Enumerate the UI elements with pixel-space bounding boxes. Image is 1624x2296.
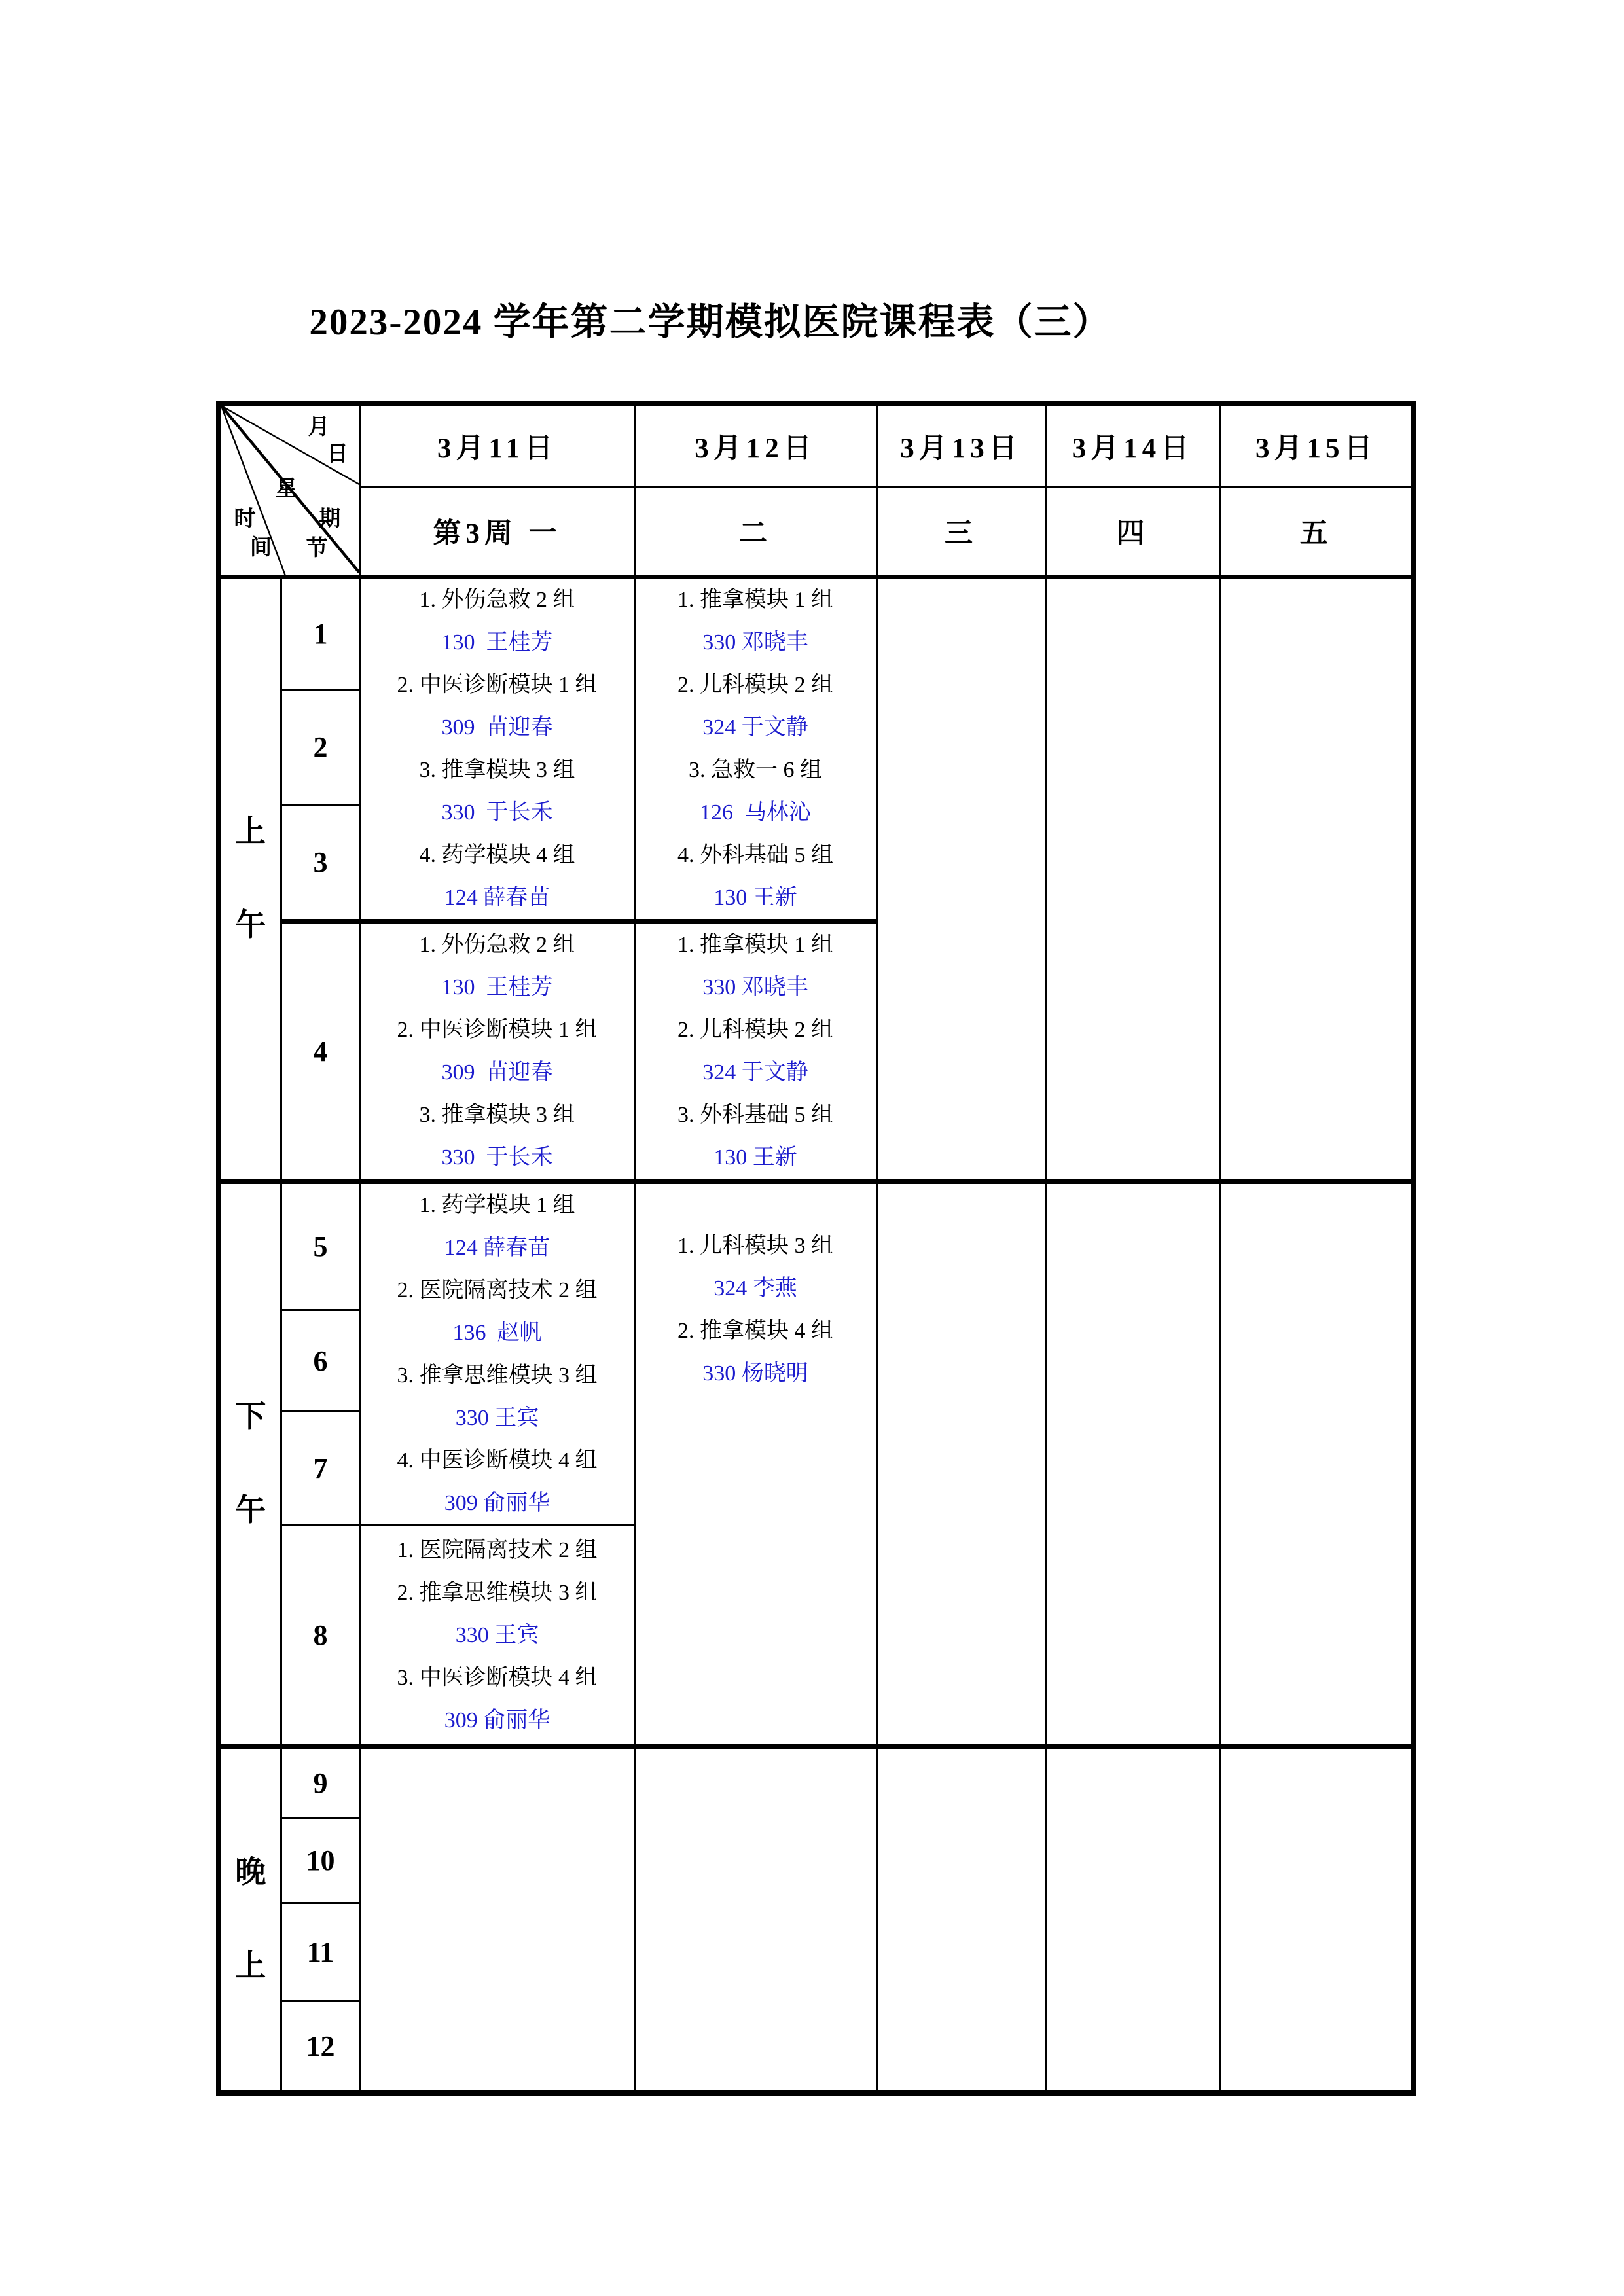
course-name: 4. 中医诊断模块 4 组 [397, 1448, 598, 1473]
cell-mon-period4 [360, 922, 634, 1182]
period-number-8: 8 [281, 1526, 360, 1746]
section-evening-char2: 上 [235, 1948, 266, 1983]
course-name: 2. 儿科模块 2 组 [677, 1018, 834, 1043]
date-header-fri: 3月15日 [1220, 403, 1414, 487]
corner-label-time1: 时 [234, 507, 256, 531]
course-room-teacher: 324 于文静 [702, 715, 808, 740]
corner-label-month: 月 [308, 414, 330, 439]
course-room-teacher: 330 于长禾 [441, 1145, 553, 1170]
section-afternoon-char1: 下 [235, 1399, 266, 1434]
course-name: 1. 医院隔离技术 2 组 [397, 1537, 598, 1562]
course-room-teacher: 324 于文静 [702, 1060, 808, 1085]
section-label-morning [219, 577, 281, 1181]
weekday-header-fri: 五 [1220, 487, 1414, 577]
period-number-1: 1 [281, 577, 360, 690]
corner-label-time2: 间 [249, 535, 272, 560]
course-room-teacher: 330 杨晓明 [702, 1361, 808, 1386]
course-room-teacher: 130 王桂芳 [441, 630, 553, 655]
schedule-table [216, 401, 1416, 2096]
course-room-teacher: 330 于长禾 [441, 800, 553, 825]
course-room-teacher: 330 邓晓丰 [702, 630, 808, 655]
cell-wed-evening [876, 1746, 1045, 2093]
cell-fri-morning [1220, 577, 1414, 1181]
corner-label-period: 节 [306, 536, 328, 561]
course-name: 2. 中医诊断模块 1 组 [397, 1018, 598, 1043]
period-number-7: 7 [281, 1412, 360, 1526]
course-name: 1. 儿科模块 3 组 [677, 1234, 834, 1259]
section-afternoon-char2: 午 [235, 1493, 266, 1528]
cell-fri-evening [1220, 1746, 1414, 2093]
course-room-teacher: 324 李燕 [713, 1276, 797, 1301]
course-name: 3. 推拿模块 3 组 [419, 758, 575, 783]
section-label-afternoon [219, 1181, 281, 1746]
course-room-teacher: 330 王宾 [455, 1623, 539, 1647]
course-name: 2. 推拿思维模块 3 组 [397, 1580, 598, 1605]
course-room-teacher: 124 薛春苗 [444, 1236, 550, 1261]
page-title: 2023-2024 学年第二学期模拟医院课程表（三） [309, 302, 1111, 343]
period-number-10: 10 [281, 1818, 360, 1903]
period-number-3: 3 [281, 805, 360, 922]
course-room-teacher: 126 马林沁 [700, 800, 812, 825]
course-room-teacher: 309 俞丽华 [444, 1491, 550, 1516]
course-name: 3. 推拿思维模块 3 组 [397, 1363, 598, 1388]
course-room-teacher: 330 王宾 [455, 1406, 539, 1431]
course-name: 1. 外伤急救 2 组 [419, 588, 575, 613]
period-number-11: 11 [281, 1903, 360, 2001]
period-number-9: 9 [281, 1746, 360, 1818]
weekday-header-mon: 第3周 一 [360, 487, 634, 577]
section-morning-char1: 上 [235, 814, 266, 849]
period-number-6: 6 [281, 1310, 360, 1412]
course-room-teacher: 309 苗迎春 [441, 1060, 553, 1085]
section-morning-char2: 午 [235, 908, 266, 942]
course-room-teacher: 330 邓晓丰 [702, 975, 808, 1000]
cell-tue-period4 [634, 922, 876, 1182]
course-name: 4. 外科基础 5 组 [677, 843, 834, 868]
section-label-evening [219, 1746, 281, 2093]
course-name: 3. 急救一 6 组 [689, 758, 823, 783]
weekday-header-thu: 四 [1045, 487, 1220, 577]
period-number-2: 2 [281, 690, 360, 804]
corner-label-day: 日 [326, 441, 348, 466]
date-header-thu: 3月14日 [1045, 403, 1220, 487]
course-name: 2. 医院隔离技术 2 组 [397, 1278, 598, 1303]
date-header-mon: 3月11日 [360, 403, 634, 487]
course-room-teacher: 124 薛春苗 [444, 886, 550, 910]
cell-thu-afternoon [1045, 1181, 1220, 1746]
course-name: 1. 推拿模块 1 组 [677, 933, 834, 958]
course-room-teacher: 130 王桂芳 [441, 975, 553, 1000]
cell-mon-periods1-3 [360, 577, 634, 922]
section-evening-char1: 晚 [235, 1855, 266, 1890]
cell-tue-afternoon [634, 1181, 876, 1746]
corner-header-cell [219, 403, 360, 577]
course-room-teacher: 130 王新 [713, 886, 797, 910]
cell-thu-evening [1045, 1746, 1220, 2093]
course-room-teacher: 130 王新 [713, 1145, 797, 1170]
cell-mon-period8 [360, 1526, 634, 1746]
course-name: 1. 药学模块 1 组 [419, 1193, 575, 1218]
period-number-5: 5 [281, 1181, 360, 1310]
course-name: 3. 推拿模块 3 组 [419, 1103, 575, 1128]
course-name: 1. 外伤急救 2 组 [419, 933, 575, 958]
cell-mon-periods5-7 [360, 1181, 634, 1526]
course-name: 1. 推拿模块 1 组 [677, 588, 834, 613]
period-number-12: 12 [281, 2001, 360, 2093]
course-room-teacher: 136 赵帆 [452, 1321, 542, 1346]
course-room-teacher: 309 苗迎春 [441, 715, 553, 740]
date-header-wed: 3月13日 [876, 403, 1045, 487]
diagonal-divider-graphic [221, 406, 359, 575]
cell-tue-periods1-3 [634, 577, 876, 922]
date-header-tue: 3月12日 [634, 403, 876, 487]
corner-label-week2: 期 [319, 507, 341, 531]
cell-wed-morning [876, 577, 1045, 1181]
weekday-header-wed: 三 [876, 487, 1045, 577]
course-name: 3. 外科基础 5 组 [677, 1103, 834, 1128]
cell-fri-afternoon [1220, 1181, 1414, 1746]
cell-mon-evening [360, 1746, 634, 2093]
course-name: 2. 推拿模块 4 组 [677, 1319, 834, 1344]
course-name: 2. 中医诊断模块 1 组 [397, 673, 598, 698]
cell-thu-morning [1045, 577, 1220, 1181]
course-name: 3. 中医诊断模块 4 组 [397, 1665, 598, 1690]
cell-tue-evening [634, 1746, 876, 2093]
course-name: 4. 药学模块 4 组 [419, 843, 575, 868]
period-number-4: 4 [281, 922, 360, 1182]
cell-wed-afternoon [876, 1181, 1045, 1746]
course-room-teacher: 309 俞丽华 [444, 1708, 550, 1732]
weekday-header-tue: 二 [634, 487, 876, 577]
course-name: 2. 儿科模块 2 组 [677, 673, 834, 698]
corner-label-week1: 星 [275, 476, 297, 501]
